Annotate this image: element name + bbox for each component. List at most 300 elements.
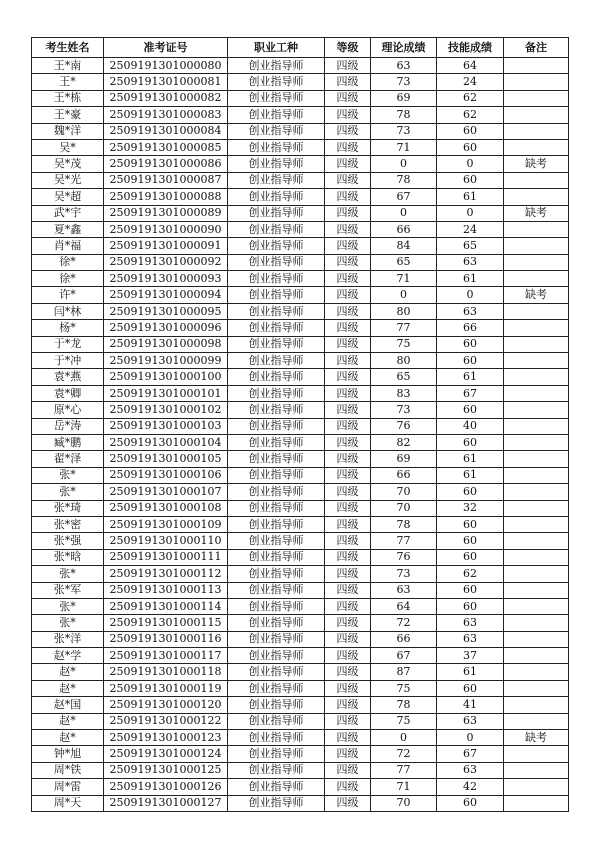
cell-name: 吴*超 (32, 189, 104, 205)
cell-remarks (504, 189, 569, 205)
cell-name: 王*豪 (32, 107, 104, 123)
cell-name: 武*宇 (32, 205, 104, 221)
cell-theory-score: 67 (371, 189, 437, 205)
cell-theory-score: 77 (371, 320, 437, 336)
cell-skill-score: 41 (437, 697, 504, 713)
cell-occupation: 创业指导师 (228, 156, 325, 172)
cell-exam-id: 2509191301000105 (104, 451, 228, 467)
cell-level: 四级 (325, 582, 371, 598)
cell-skill-score: 60 (437, 353, 504, 369)
cell-level: 四级 (325, 172, 371, 188)
table-row (32, 139, 569, 155)
cell-level: 四级 (325, 90, 371, 106)
cell-theory-score: 70 (371, 500, 437, 516)
cell-remarks (504, 779, 569, 795)
cell-skill-score: 0 (437, 156, 504, 172)
cell-name: 赵* (32, 664, 104, 680)
cell-skill-score: 63 (437, 713, 504, 729)
cell-skill-score: 61 (437, 467, 504, 483)
cell-name: 夏*鑫 (32, 221, 104, 237)
table-row (32, 713, 569, 729)
cell-theory-score: 0 (371, 730, 437, 746)
cell-remarks: 缺考 (504, 156, 569, 172)
cell-level: 四级 (325, 779, 371, 795)
cell-name: 张*军 (32, 582, 104, 598)
cell-occupation: 创业指导师 (228, 123, 325, 139)
cell-occupation: 创业指导师 (228, 795, 325, 811)
cell-exam-id: 2509191301000115 (104, 615, 228, 631)
cell-skill-score: 60 (437, 516, 504, 532)
table-row (32, 221, 569, 237)
table-row (32, 549, 569, 565)
table-row (32, 451, 569, 467)
cell-exam-id: 2509191301000100 (104, 369, 228, 385)
cell-theory-score: 65 (371, 254, 437, 270)
cell-skill-score: 60 (437, 582, 504, 598)
table-row (32, 648, 569, 664)
table-row (32, 418, 569, 434)
cell-skill-score: 0 (437, 205, 504, 221)
cell-theory-score: 63 (371, 58, 437, 74)
cell-exam-id: 2509191301000122 (104, 713, 228, 729)
cell-theory-score: 72 (371, 615, 437, 631)
cell-theory-score: 75 (371, 680, 437, 696)
cell-occupation: 创业指导师 (228, 434, 325, 450)
cell-occupation: 创业指导师 (228, 648, 325, 664)
cell-level: 四级 (325, 533, 371, 549)
cell-occupation: 创业指导师 (228, 205, 325, 221)
score-table (31, 37, 569, 812)
cell-occupation: 创业指导师 (228, 90, 325, 106)
cell-level: 四级 (325, 123, 371, 139)
cell-name: 张* (32, 566, 104, 582)
cell-exam-id: 2509191301000118 (104, 664, 228, 680)
table-row (32, 762, 569, 778)
cell-remarks: 缺考 (504, 287, 569, 303)
table-row (32, 746, 569, 762)
cell-occupation: 创业指导师 (228, 762, 325, 778)
cell-exam-id: 2509191301000124 (104, 746, 228, 762)
table-row (32, 74, 569, 90)
cell-skill-score: 60 (437, 533, 504, 549)
cell-skill-score: 24 (437, 74, 504, 90)
cell-name: 魏*洋 (32, 123, 104, 139)
cell-level: 四级 (325, 631, 371, 647)
cell-occupation: 创业指导师 (228, 664, 325, 680)
table-row (32, 90, 569, 106)
table-row (32, 500, 569, 516)
cell-skill-score: 0 (437, 287, 504, 303)
cell-remarks (504, 385, 569, 401)
table-row (32, 369, 569, 385)
cell-level: 四级 (325, 762, 371, 778)
cell-exam-id: 2509191301000082 (104, 90, 228, 106)
cell-name: 张* (32, 615, 104, 631)
table-row (32, 336, 569, 352)
cell-occupation: 创业指导师 (228, 221, 325, 237)
header-name: 考生姓名 (32, 38, 104, 58)
cell-remarks (504, 107, 569, 123)
cell-remarks (504, 664, 569, 680)
cell-exam-id: 2509191301000087 (104, 172, 228, 188)
cell-occupation: 创业指导师 (228, 631, 325, 647)
cell-theory-score: 78 (371, 107, 437, 123)
cell-remarks (504, 139, 569, 155)
cell-skill-score: 66 (437, 320, 504, 336)
cell-exam-id: 2509191301000109 (104, 516, 228, 532)
cell-occupation: 创业指导师 (228, 713, 325, 729)
cell-exam-id: 2509191301000091 (104, 238, 228, 254)
cell-theory-score: 69 (371, 90, 437, 106)
cell-skill-score: 0 (437, 730, 504, 746)
cell-theory-score: 80 (371, 303, 437, 319)
cell-name: 张*洋 (32, 631, 104, 647)
table-row (32, 189, 569, 205)
table-row (32, 598, 569, 614)
cell-theory-score: 69 (371, 451, 437, 467)
cell-skill-score: 61 (437, 189, 504, 205)
table-row (32, 615, 569, 631)
cell-exam-id: 2509191301000116 (104, 631, 228, 647)
cell-level: 四级 (325, 74, 371, 90)
cell-name: 周*雷 (32, 779, 104, 795)
cell-exam-id: 2509191301000099 (104, 353, 228, 369)
cell-name: 赵* (32, 680, 104, 696)
cell-level: 四级 (325, 549, 371, 565)
cell-theory-score: 78 (371, 697, 437, 713)
cell-level: 四级 (325, 254, 371, 270)
cell-remarks (504, 713, 569, 729)
cell-occupation: 创业指导师 (228, 353, 325, 369)
cell-exam-id: 2509191301000126 (104, 779, 228, 795)
cell-skill-score: 63 (437, 762, 504, 778)
cell-remarks (504, 598, 569, 614)
header-row (32, 38, 569, 58)
table-row (32, 385, 569, 401)
cell-exam-id: 2509191301000106 (104, 467, 228, 483)
cell-name: 徐* (32, 271, 104, 287)
cell-name: 许* (32, 287, 104, 303)
table-row (32, 566, 569, 582)
cell-occupation: 创业指导师 (228, 303, 325, 319)
table-row (32, 320, 569, 336)
cell-name: 王*南 (32, 58, 104, 74)
cell-exam-id: 2509191301000111 (104, 549, 228, 565)
cell-remarks (504, 303, 569, 319)
cell-name: 臧*鹏 (32, 434, 104, 450)
table-row (32, 697, 569, 713)
cell-skill-score: 60 (437, 598, 504, 614)
cell-name: 钟*旭 (32, 746, 104, 762)
cell-remarks (504, 254, 569, 270)
cell-level: 四级 (325, 287, 371, 303)
table-row (32, 254, 569, 270)
cell-exam-id: 2509191301000089 (104, 205, 228, 221)
cell-occupation: 创业指导师 (228, 680, 325, 696)
cell-exam-id: 2509191301000086 (104, 156, 228, 172)
cell-name: 张*晗 (32, 549, 104, 565)
cell-occupation: 创业指导师 (228, 746, 325, 762)
cell-remarks (504, 434, 569, 450)
cell-remarks (504, 238, 569, 254)
table-row (32, 123, 569, 139)
cell-remarks (504, 500, 569, 516)
cell-remarks (504, 271, 569, 287)
cell-skill-score: 61 (437, 271, 504, 287)
cell-remarks (504, 123, 569, 139)
cell-occupation: 创业指导师 (228, 549, 325, 565)
cell-exam-id: 2509191301000127 (104, 795, 228, 811)
cell-exam-id: 2509191301000125 (104, 762, 228, 778)
cell-occupation: 创业指导师 (228, 516, 325, 532)
cell-skill-score: 60 (437, 484, 504, 500)
cell-skill-score: 62 (437, 107, 504, 123)
cell-name: 赵*国 (32, 697, 104, 713)
cell-name: 吴*光 (32, 172, 104, 188)
cell-name: 袁*燕 (32, 369, 104, 385)
cell-name: 王*栋 (32, 90, 104, 106)
table-row (32, 582, 569, 598)
cell-skill-score: 63 (437, 303, 504, 319)
cell-occupation: 创业指导师 (228, 369, 325, 385)
cell-theory-score: 75 (371, 713, 437, 729)
table-row (32, 664, 569, 680)
cell-theory-score: 78 (371, 516, 437, 532)
table-row (32, 516, 569, 532)
cell-level: 四级 (325, 189, 371, 205)
table-row (32, 303, 569, 319)
cell-occupation: 创业指导师 (228, 107, 325, 123)
table-row (32, 353, 569, 369)
cell-remarks (504, 582, 569, 598)
cell-name: 周*天 (32, 795, 104, 811)
cell-theory-score: 0 (371, 205, 437, 221)
cell-theory-score: 87 (371, 664, 437, 680)
table-row (32, 434, 569, 450)
cell-theory-score: 76 (371, 418, 437, 434)
table-row (32, 287, 569, 303)
cell-skill-score: 60 (437, 172, 504, 188)
cell-level: 四级 (325, 680, 371, 696)
cell-occupation: 创业指导师 (228, 598, 325, 614)
cell-level: 四级 (325, 615, 371, 631)
cell-exam-id: 2509191301000090 (104, 221, 228, 237)
table-row (32, 467, 569, 483)
table-row (32, 238, 569, 254)
cell-exam-id: 2509191301000092 (104, 254, 228, 270)
cell-name: 赵* (32, 730, 104, 746)
cell-theory-score: 66 (371, 221, 437, 237)
cell-skill-score: 62 (437, 566, 504, 582)
table-row (32, 402, 569, 418)
cell-name: 赵*学 (32, 648, 104, 664)
cell-occupation: 创业指导师 (228, 139, 325, 155)
cell-theory-score: 66 (371, 631, 437, 647)
cell-theory-score: 71 (371, 779, 437, 795)
header-exam-id: 准考证号 (104, 38, 228, 58)
cell-occupation: 创业指导师 (228, 730, 325, 746)
cell-remarks (504, 697, 569, 713)
table-row (32, 779, 569, 795)
cell-remarks (504, 648, 569, 664)
cell-exam-id: 2509191301000083 (104, 107, 228, 123)
cell-occupation: 创业指导师 (228, 418, 325, 434)
cell-exam-id: 2509191301000085 (104, 139, 228, 155)
cell-theory-score: 63 (371, 582, 437, 598)
cell-remarks (504, 680, 569, 696)
table-row (32, 156, 569, 172)
cell-theory-score: 72 (371, 746, 437, 762)
table-row (32, 631, 569, 647)
cell-level: 四级 (325, 713, 371, 729)
cell-name: 于*龙 (32, 336, 104, 352)
cell-name: 肖*福 (32, 238, 104, 254)
cell-exam-id: 2509191301000093 (104, 271, 228, 287)
cell-exam-id: 2509191301000107 (104, 484, 228, 500)
cell-theory-score: 71 (371, 139, 437, 155)
cell-occupation: 创业指导师 (228, 402, 325, 418)
cell-occupation: 创业指导师 (228, 336, 325, 352)
cell-level: 四级 (325, 369, 371, 385)
table-row (32, 58, 569, 74)
cell-occupation: 创业指导师 (228, 320, 325, 336)
cell-theory-score: 66 (371, 467, 437, 483)
cell-theory-score: 82 (371, 434, 437, 450)
header-level: 等级 (325, 38, 371, 58)
cell-level: 四级 (325, 484, 371, 500)
cell-skill-score: 60 (437, 549, 504, 565)
table-row (32, 205, 569, 221)
cell-occupation: 创业指导师 (228, 238, 325, 254)
cell-level: 四级 (325, 205, 371, 221)
cell-theory-score: 70 (371, 484, 437, 500)
table-row (32, 680, 569, 696)
cell-remarks (504, 795, 569, 811)
cell-exam-id: 2509191301000117 (104, 648, 228, 664)
cell-remarks (504, 615, 569, 631)
cell-remarks (504, 320, 569, 336)
cell-theory-score: 80 (371, 353, 437, 369)
cell-skill-score: 60 (437, 402, 504, 418)
cell-name: 闫*林 (32, 303, 104, 319)
cell-level: 四级 (325, 238, 371, 254)
cell-occupation: 创业指导师 (228, 779, 325, 795)
cell-occupation: 创业指导师 (228, 500, 325, 516)
cell-level: 四级 (325, 598, 371, 614)
table-row (32, 730, 569, 746)
cell-level: 四级 (325, 730, 371, 746)
cell-exam-id: 2509191301000104 (104, 434, 228, 450)
cell-exam-id: 2509191301000112 (104, 566, 228, 582)
cell-skill-score: 65 (437, 238, 504, 254)
cell-skill-score: 63 (437, 615, 504, 631)
cell-exam-id: 2509191301000096 (104, 320, 228, 336)
cell-exam-id: 2509191301000098 (104, 336, 228, 352)
header-occupation: 职业工种 (228, 38, 325, 58)
cell-name: 张*密 (32, 516, 104, 532)
cell-exam-id: 2509191301000080 (104, 58, 228, 74)
cell-level: 四级 (325, 795, 371, 811)
header-theory-score: 理论成绩 (371, 38, 437, 58)
cell-remarks (504, 484, 569, 500)
cell-theory-score: 84 (371, 238, 437, 254)
cell-remarks (504, 451, 569, 467)
cell-remarks (504, 58, 569, 74)
cell-skill-score: 37 (437, 648, 504, 664)
cell-remarks (504, 631, 569, 647)
cell-theory-score: 67 (371, 648, 437, 664)
cell-remarks (504, 533, 569, 549)
cell-theory-score: 83 (371, 385, 437, 401)
cell-level: 四级 (325, 418, 371, 434)
cell-occupation: 创业指导师 (228, 484, 325, 500)
cell-theory-score: 78 (371, 172, 437, 188)
cell-exam-id: 2509191301000103 (104, 418, 228, 434)
cell-name: 张*琦 (32, 500, 104, 516)
cell-skill-score: 60 (437, 680, 504, 696)
cell-exam-id: 2509191301000108 (104, 500, 228, 516)
cell-remarks (504, 369, 569, 385)
cell-exam-id: 2509191301000088 (104, 189, 228, 205)
cell-name: 袁*卿 (32, 385, 104, 401)
cell-exam-id: 2509191301000119 (104, 680, 228, 696)
cell-occupation: 创业指导师 (228, 74, 325, 90)
cell-level: 四级 (325, 500, 371, 516)
cell-remarks (504, 90, 569, 106)
cell-name: 张* (32, 598, 104, 614)
cell-level: 四级 (325, 336, 371, 352)
cell-occupation: 创业指导师 (228, 533, 325, 549)
cell-occupation: 创业指导师 (228, 254, 325, 270)
cell-theory-score: 64 (371, 598, 437, 614)
cell-skill-score: 60 (437, 123, 504, 139)
cell-level: 四级 (325, 467, 371, 483)
cell-level: 四级 (325, 107, 371, 123)
cell-skill-score: 24 (437, 221, 504, 237)
cell-skill-score: 60 (437, 139, 504, 155)
cell-level: 四级 (325, 566, 371, 582)
cell-name: 赵* (32, 713, 104, 729)
cell-remarks (504, 467, 569, 483)
cell-level: 四级 (325, 648, 371, 664)
cell-occupation: 创业指导师 (228, 451, 325, 467)
cell-name: 吴* (32, 139, 104, 155)
cell-remarks (504, 549, 569, 565)
cell-occupation: 创业指导师 (228, 58, 325, 74)
cell-name: 周*铁 (32, 762, 104, 778)
cell-name: 吴*茂 (32, 156, 104, 172)
cell-remarks: 缺考 (504, 730, 569, 746)
cell-exam-id: 2509191301000084 (104, 123, 228, 139)
cell-remarks (504, 762, 569, 778)
cell-level: 四级 (325, 434, 371, 450)
cell-theory-score: 71 (371, 271, 437, 287)
cell-theory-score: 73 (371, 402, 437, 418)
cell-exam-id: 2509191301000113 (104, 582, 228, 598)
cell-theory-score: 0 (371, 156, 437, 172)
cell-theory-score: 73 (371, 123, 437, 139)
cell-theory-score: 77 (371, 533, 437, 549)
cell-occupation: 创业指导师 (228, 697, 325, 713)
cell-theory-score: 73 (371, 74, 437, 90)
cell-theory-score: 70 (371, 795, 437, 811)
cell-remarks (504, 221, 569, 237)
cell-name: 杨* (32, 320, 104, 336)
cell-occupation: 创业指导师 (228, 615, 325, 631)
cell-skill-score: 67 (437, 746, 504, 762)
cell-exam-id: 2509191301000120 (104, 697, 228, 713)
cell-name: 于*冲 (32, 353, 104, 369)
